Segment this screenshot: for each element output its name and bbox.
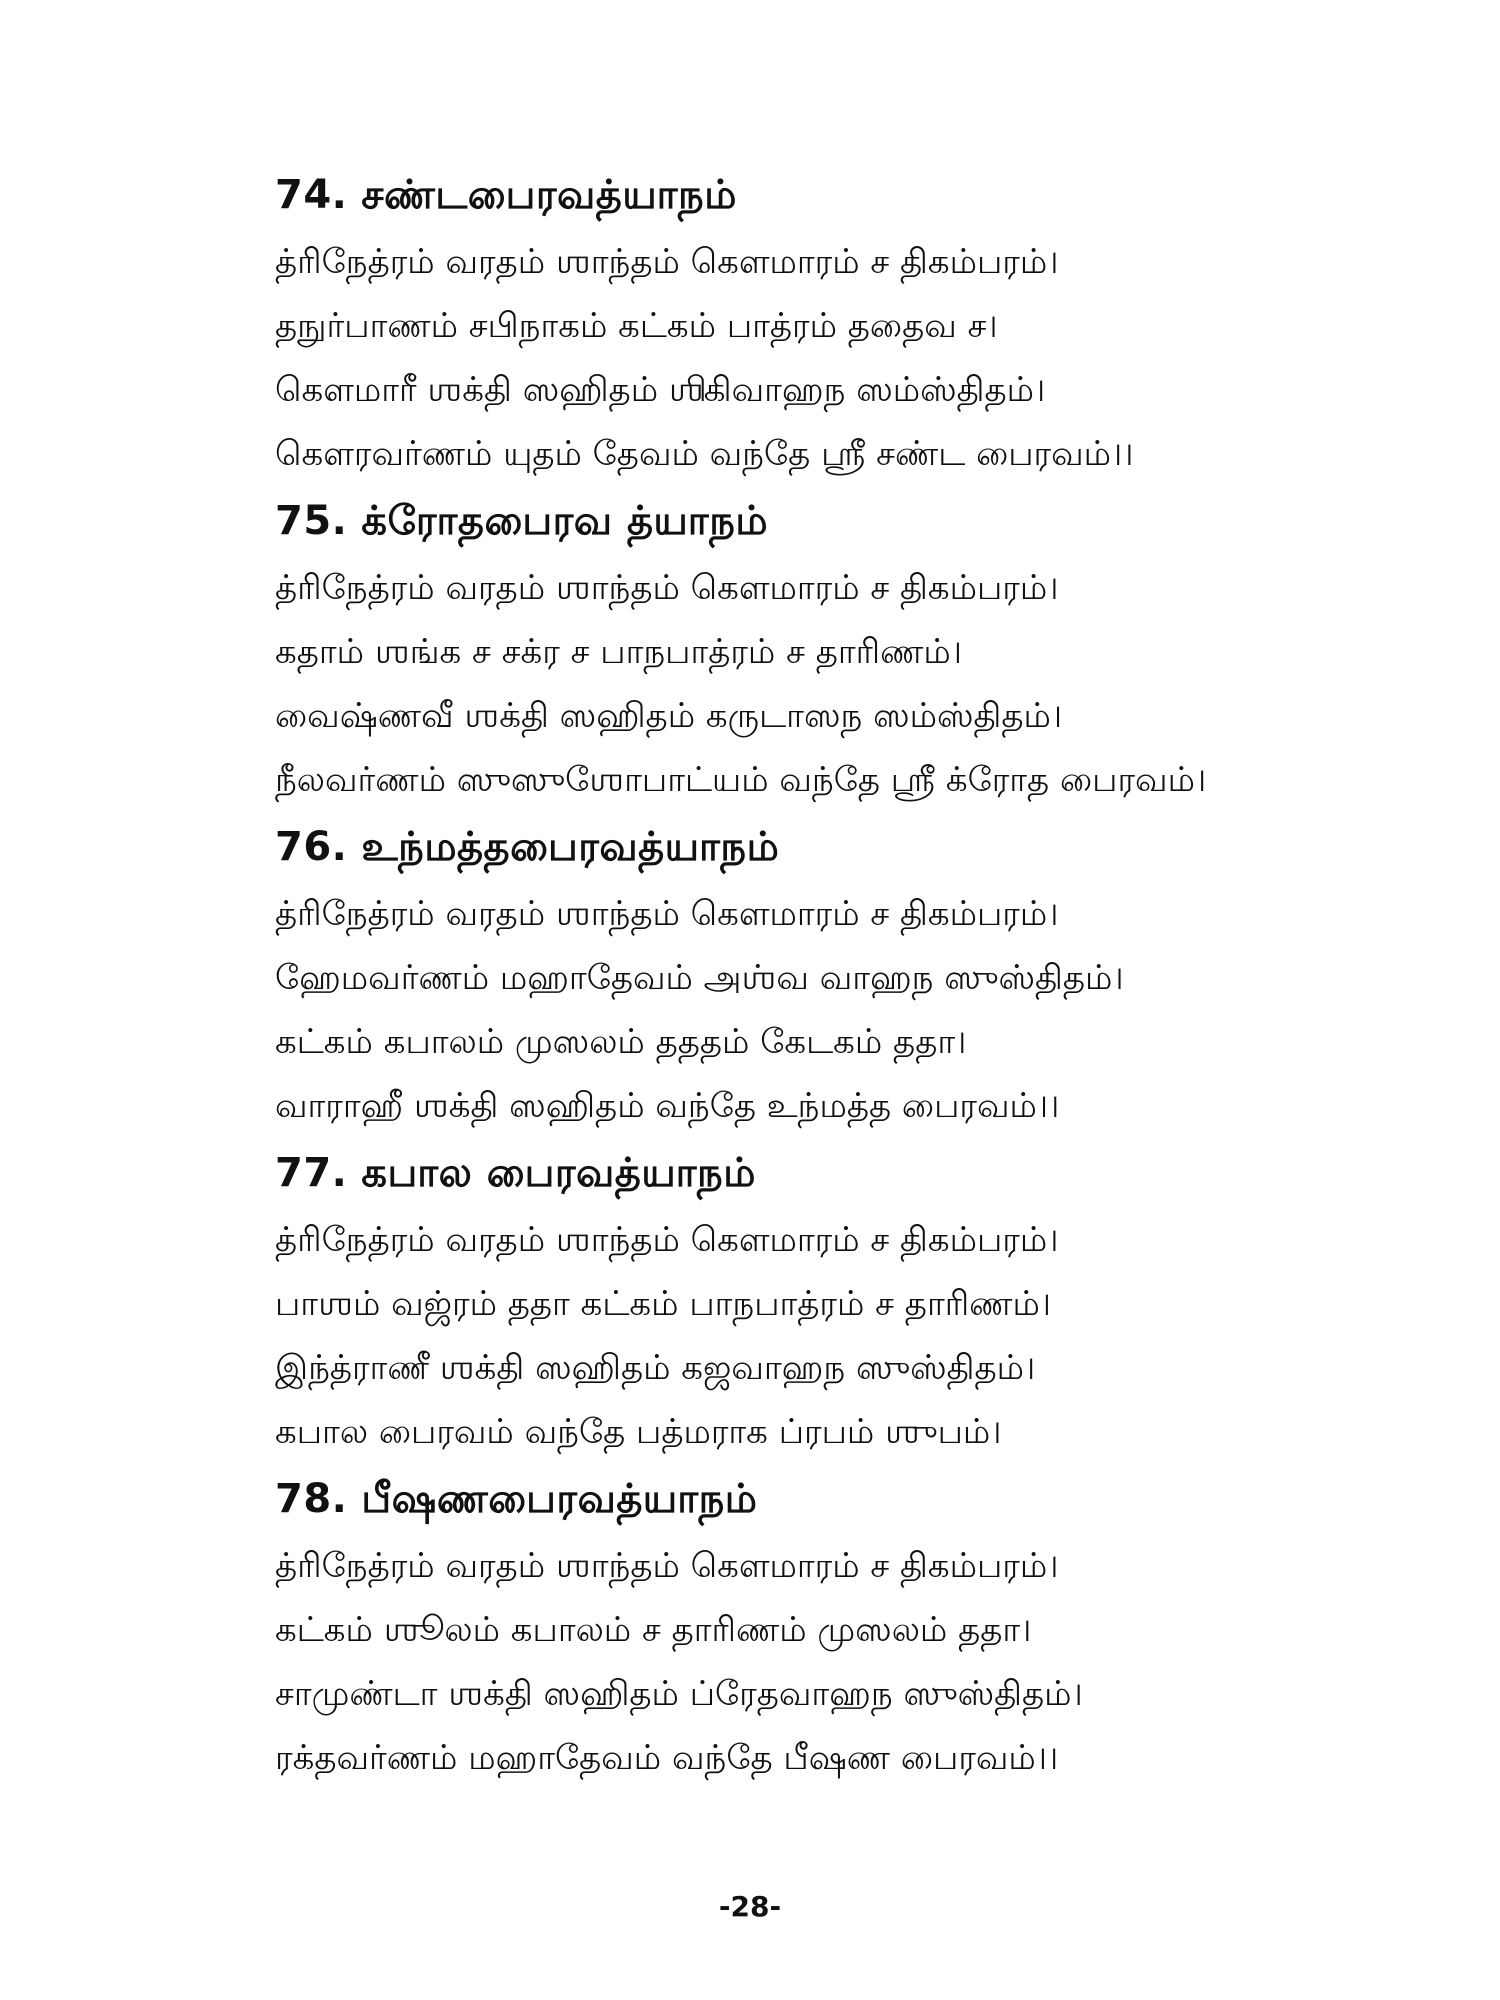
- verse-line: பாஶம் வஜ்ரம் ததா கட்கம் பாநபாத்ரம் ச தாரிணம்।: [275, 1284, 1052, 1324]
- section-number: 78.: [275, 1476, 348, 1522]
- page-content: [275, 160, 1275, 1790]
- verse-line: வைஷ்ணவீ ஶக்தி ஸஹிதம் கருடாஸந ஸம்ஸ்திதம்।: [275, 696, 1063, 736]
- section-74: [275, 160, 1275, 486]
- verse-line: கட்கம் கபாலம் முஸலம் தததம் கேடகம் ததா।: [275, 1022, 967, 1062]
- section-heading: [275, 812, 1275, 882]
- section-heading: [275, 1464, 1275, 1534]
- section-heading: [275, 160, 1275, 230]
- page-number: -28-: [718, 1890, 782, 1923]
- verse-line: நீலவர்ணம் ஸுஸுஶோபாட்யம் வந்தே ஶ்ரீ க்ரோத பைரவம்।: [275, 760, 1207, 800]
- verse-line: த்ரிநேத்ரம் வரதம் ஶாந்தம் கௌமாரம் ச திகம்பரம்।: [275, 242, 1059, 282]
- section-78: [275, 1464, 1275, 1790]
- verse-line: கௌமாரீ ஶக்தி ஸஹிதம் ஶிகிவாஹந ஸம்ஸ்திதம்।: [275, 370, 1046, 410]
- verse-line: கௌரவர்ணம் யுதம் தேவம் வந்தே ஶ்ரீ சண்ட பைரவம்।।: [275, 434, 1134, 474]
- verse-line: த்ரிநேத்ரம் வரதம் ஶாந்தம் கௌமாரம் ச திகம்பரம்।: [275, 1220, 1059, 1260]
- verse-line: த்ரிநேத்ரம் வரதம் ஶாந்தம் கௌமாரம் ச திகம்பரம்।: [275, 894, 1059, 934]
- verse-line: சாமுண்டா ஶக்தி ஸஹிதம் ப்ரேதவாஹந ஸுஸ்திதம்।: [275, 1674, 1083, 1714]
- section-number: 76.: [275, 824, 348, 870]
- section-76: [275, 812, 1275, 1138]
- section-title: கபால பைரவத்யாநம்: [361, 1150, 756, 1196]
- section-title: க்ரோதபைரவ த்யாநம்: [361, 498, 769, 544]
- section-heading: [275, 1138, 1275, 1208]
- section-number: 77.: [275, 1150, 348, 1196]
- verse-line: இந்த்ராணீ ஶக்தி ஸஹிதம் கஜவாஹந ஸுஸ்திதம்।: [275, 1348, 1036, 1388]
- verse-line: கட்கம் ஶூலம் கபாலம் ச தாரிணம் முஸலம் ததா।: [275, 1610, 1032, 1650]
- verse-line: தநுர்பாணம் சபிநாகம் கட்கம் பாத்ரம் ததைவ ச।: [275, 306, 998, 346]
- verse-line: வாராஹீ ஶக்தி ஸஹிதம் வந்தே உந்மத்த பைரவம்।।: [275, 1086, 1060, 1126]
- verse-line: கபால பைரவம் வந்தே பத்மராக ப்ரபம் ஶுபம்।: [275, 1412, 1002, 1452]
- section-title: சண்டபைரவத்யாநம்: [361, 172, 737, 218]
- section-75: [275, 486, 1275, 812]
- verse-line: த்ரிநேத்ரம் வரதம் ஶாந்தம் கௌமாரம் ச திகம்பரம்।: [275, 568, 1059, 608]
- verse-line: கதாம் ஶங்க ச சக்ர ச பாநபாத்ரம் ச தாரிணம்।: [275, 632, 962, 672]
- section-number: 74.: [275, 172, 348, 218]
- section-number: 75.: [275, 498, 348, 544]
- verse-line: ஹேமவர்ணம் மஹாதேவம் அஶ்வ வாஹந ஸுஸ்திதம்।: [275, 958, 1124, 998]
- section-heading: [275, 486, 1275, 556]
- section-title: பீஷணபைரவத்யாநம்: [361, 1476, 758, 1522]
- verse-line: ரக்தவர்ணம் மஹாதேவம் வந்தே பீஷண பைரவம்।।: [275, 1738, 1059, 1778]
- verse-line: த்ரிநேத்ரம் வரதம் ஶாந்தம் கௌமாரம் ச திகம்பரம்।: [275, 1546, 1059, 1586]
- section-title: உந்மத்தபைரவத்யாநம்: [361, 824, 780, 870]
- section-77: [275, 1138, 1275, 1464]
